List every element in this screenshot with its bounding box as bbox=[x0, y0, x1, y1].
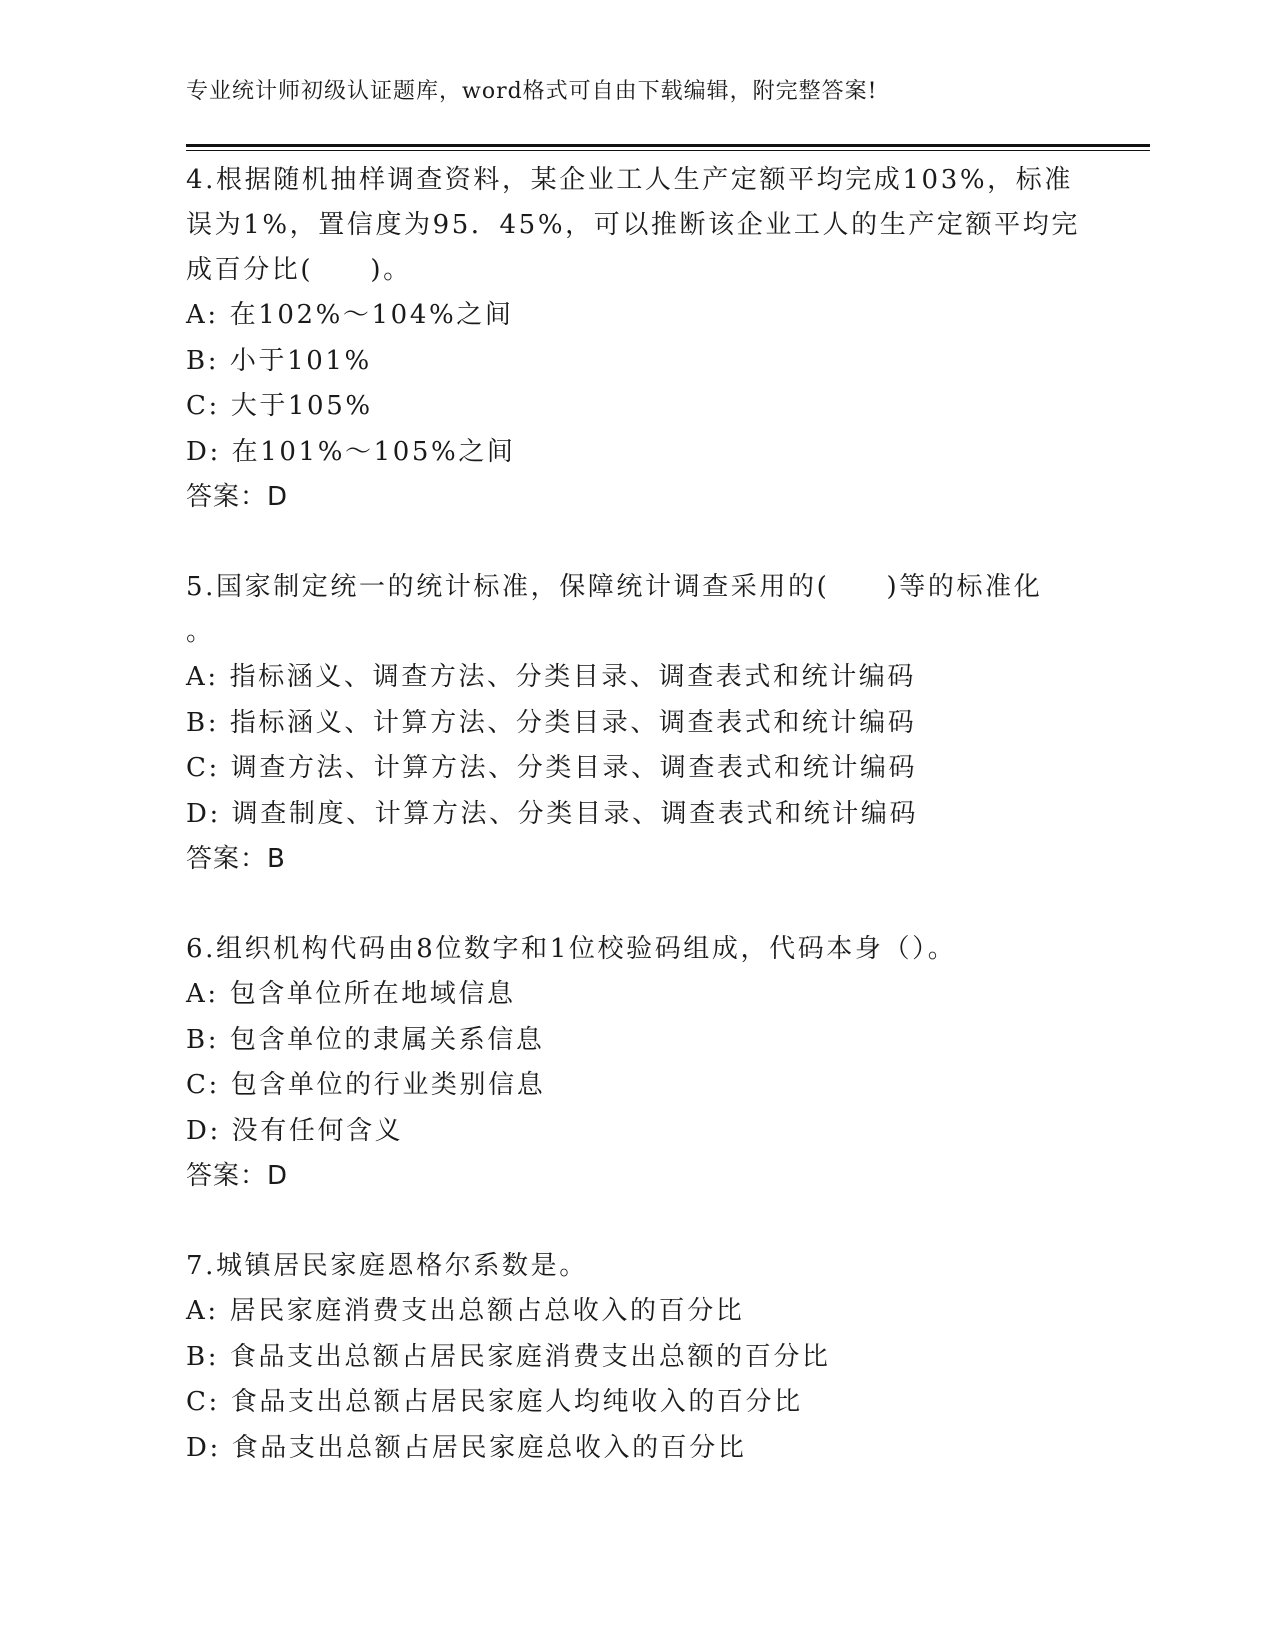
question-4 bbox=[186, 158, 1086, 520]
question-text-line: 5.国家制定统一的统计标准，保障统计调查采用的( )等的标准化 bbox=[186, 572, 1043, 602]
option-c: C: 包含单位的行业类别信息 bbox=[186, 1070, 546, 1100]
spacer bbox=[186, 882, 1086, 927]
question-text-line: 误为1%，置信度为95．45%，可以推断该企业工人的生产定额平均完 bbox=[186, 210, 1080, 240]
option-a: A: 指标涵义、调查方法、分类目录、调查表式和统计编码 bbox=[186, 662, 917, 692]
page-header: 专业统计师初级认证题库，word格式可自由下载编辑，附完整答案! bbox=[186, 79, 878, 104]
option-b: B: 指标涵义、计算方法、分类目录、调查表式和统计编码 bbox=[186, 707, 917, 738]
option-a: A: 居民家庭消费支出总额占总收入的百分比 bbox=[186, 1296, 745, 1326]
question-text-line: 。 bbox=[186, 617, 215, 647]
option-a: A: 包含单位所在地域信息 bbox=[186, 979, 516, 1009]
question-text-line: 7.城镇居民家庭恩格尔系数是。 bbox=[186, 1251, 588, 1281]
question-6 bbox=[186, 927, 1086, 1199]
option-c: C: 调查方法、计算方法、分类目录、调查表式和统计编码 bbox=[186, 753, 918, 783]
spacer bbox=[186, 1199, 1086, 1244]
answer: 答案：D bbox=[186, 482, 289, 512]
question-7 bbox=[186, 1244, 1086, 1471]
option-d: D: 在101%～105%之间 bbox=[186, 436, 516, 467]
option-d: D: 没有任何含义 bbox=[186, 1115, 404, 1146]
spacer bbox=[186, 520, 1086, 565]
option-b: B: 食品支出总额占居民家庭消费支出总额的百分比 bbox=[186, 1341, 831, 1372]
option-b: B: 小于101% bbox=[186, 345, 372, 376]
header-rule-thick bbox=[186, 144, 1150, 147]
option-b: B: 包含单位的隶属关系信息 bbox=[186, 1024, 545, 1055]
question-list bbox=[186, 158, 1086, 1471]
option-a: A: 在102%～104%之间 bbox=[186, 300, 514, 330]
question-5 bbox=[186, 565, 1086, 882]
answer: 答案：B bbox=[186, 844, 286, 874]
question-text-line: 成百分比( )。 bbox=[186, 255, 412, 285]
question-text-line: 6.组织机构代码由8位数字和1位校验码组成，代码本身（）。 bbox=[186, 934, 957, 964]
question-text-line: 4.根据随机抽样调查资料，某企业工人生产定额平均完成103%，标准 bbox=[186, 165, 1073, 195]
answer: 答案：D bbox=[186, 1161, 289, 1191]
option-d: D: 调查制度、计算方法、分类目录、调查表式和统计编码 bbox=[186, 798, 919, 829]
option-d: D: 食品支出总额占居民家庭总收入的百分比 bbox=[186, 1432, 747, 1463]
option-c: C: 大于105% bbox=[186, 391, 373, 421]
header-rule-thin bbox=[186, 150, 1150, 151]
option-c: C: 食品支出总额占居民家庭人均纯收入的百分比 bbox=[186, 1387, 803, 1417]
